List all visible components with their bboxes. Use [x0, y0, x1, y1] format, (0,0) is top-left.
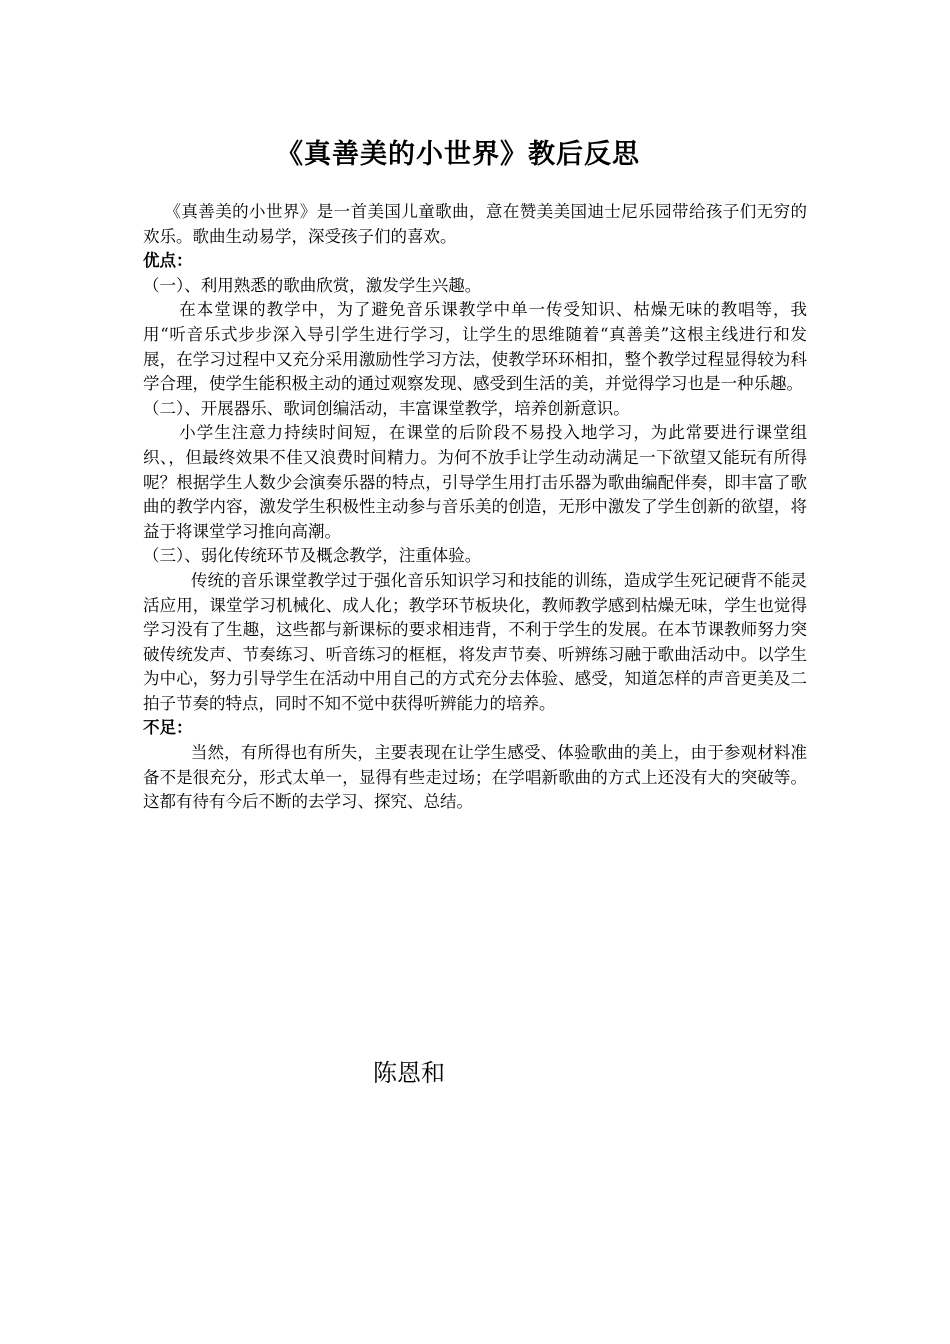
page-title: 《真善美的小世界》教后反思 [276, 139, 640, 170]
section-title: （二）、开展器乐、歌词创编活动，丰富课堂教学，培养创新意识。 [143, 398, 630, 418]
section-title: （一）、利用熟悉的歌曲欣赏，激发学生兴趣。 [143, 275, 482, 295]
weaknesses-paragraph: 当然，有所得也有所失，主要表现在让学生感受、体验歌曲的美上，由于参观材料准备不是很充分，形式太单一，显得有些走过场；在学唱新歌曲的方式上还没有大的突破等。这都有待有今后不断的去学习、探究、总结。 [143, 743, 807, 812]
intro-paragraph: 《真善美的小世界》是一首美国儿童歌曲，意在赞美美国迪士尼乐园带给孩子们无穷的欢乐。歌曲生动易学，深受孩子们的喜欢。 [143, 202, 807, 246]
author-name: 陈恩和 [373, 1059, 445, 1087]
weaknesses-heading: 不足： [143, 718, 193, 738]
section-paragraph: 传统的音乐课堂教学过于强化音乐知识学习和技能的训练，造成学生死记硬背不能灵活应用，课堂学习机械化、成人化；教学环节板块化，教师教学感到枯燥无味，学生也觉得学习没有了生趣，这些都与新课标的要求相违背，不利于学生的发展。在本节课教师努力突破传统发声、节奏练习、听音练习的框框，将发声节奏、听辨练习融于歌曲活动中。以学生为中心，努力引导学生在活动中用自己的方式充分去体验、感受，知道怎样的声音更美及二拍子节奏的特点，同时不知不觉中获得听辨能力的培养。 [143, 570, 807, 713]
strengths-heading: 优点： [143, 251, 193, 271]
section-paragraph: 在本堂课的教学中，为了避免音乐课教学中单一传受知识、枯燥无味的教唱等，我用“听音乐式步步深入导引学生进行学习，让学生的思维随着“真善美”这根主线进行和发展，在学习过程中又充分采用激励性学习方法，使教学环环相扣，整个教学过程显得较为科学合理，使学生能积极主动的通过观察发现、感受到生活的美，并觉得学习也是一种乐趣。 [143, 300, 807, 394]
section-paragraph: 小学生注意力持续时间短，在课堂的后阶段不易投入地学习，为此常要进行课堂组织、，但最终效果不佳又浪费时间精力。为何不放手让学生动动满足一下欲望又能玩有所得呢？根据学生人数少会演奏乐器的特点，引导学生用打击乐器为歌曲编配伴奏，即丰富了歌曲的教学内容，激发学生积极性主动参与音乐美的创造，无形中激发了学生创新的欲望，将益于将课堂学习推向高潮。 [143, 423, 807, 541]
document-body [143, 200, 807, 815]
section-title: （三）、弱化传统环节及概念教学，注重体验。 [143, 546, 482, 566]
